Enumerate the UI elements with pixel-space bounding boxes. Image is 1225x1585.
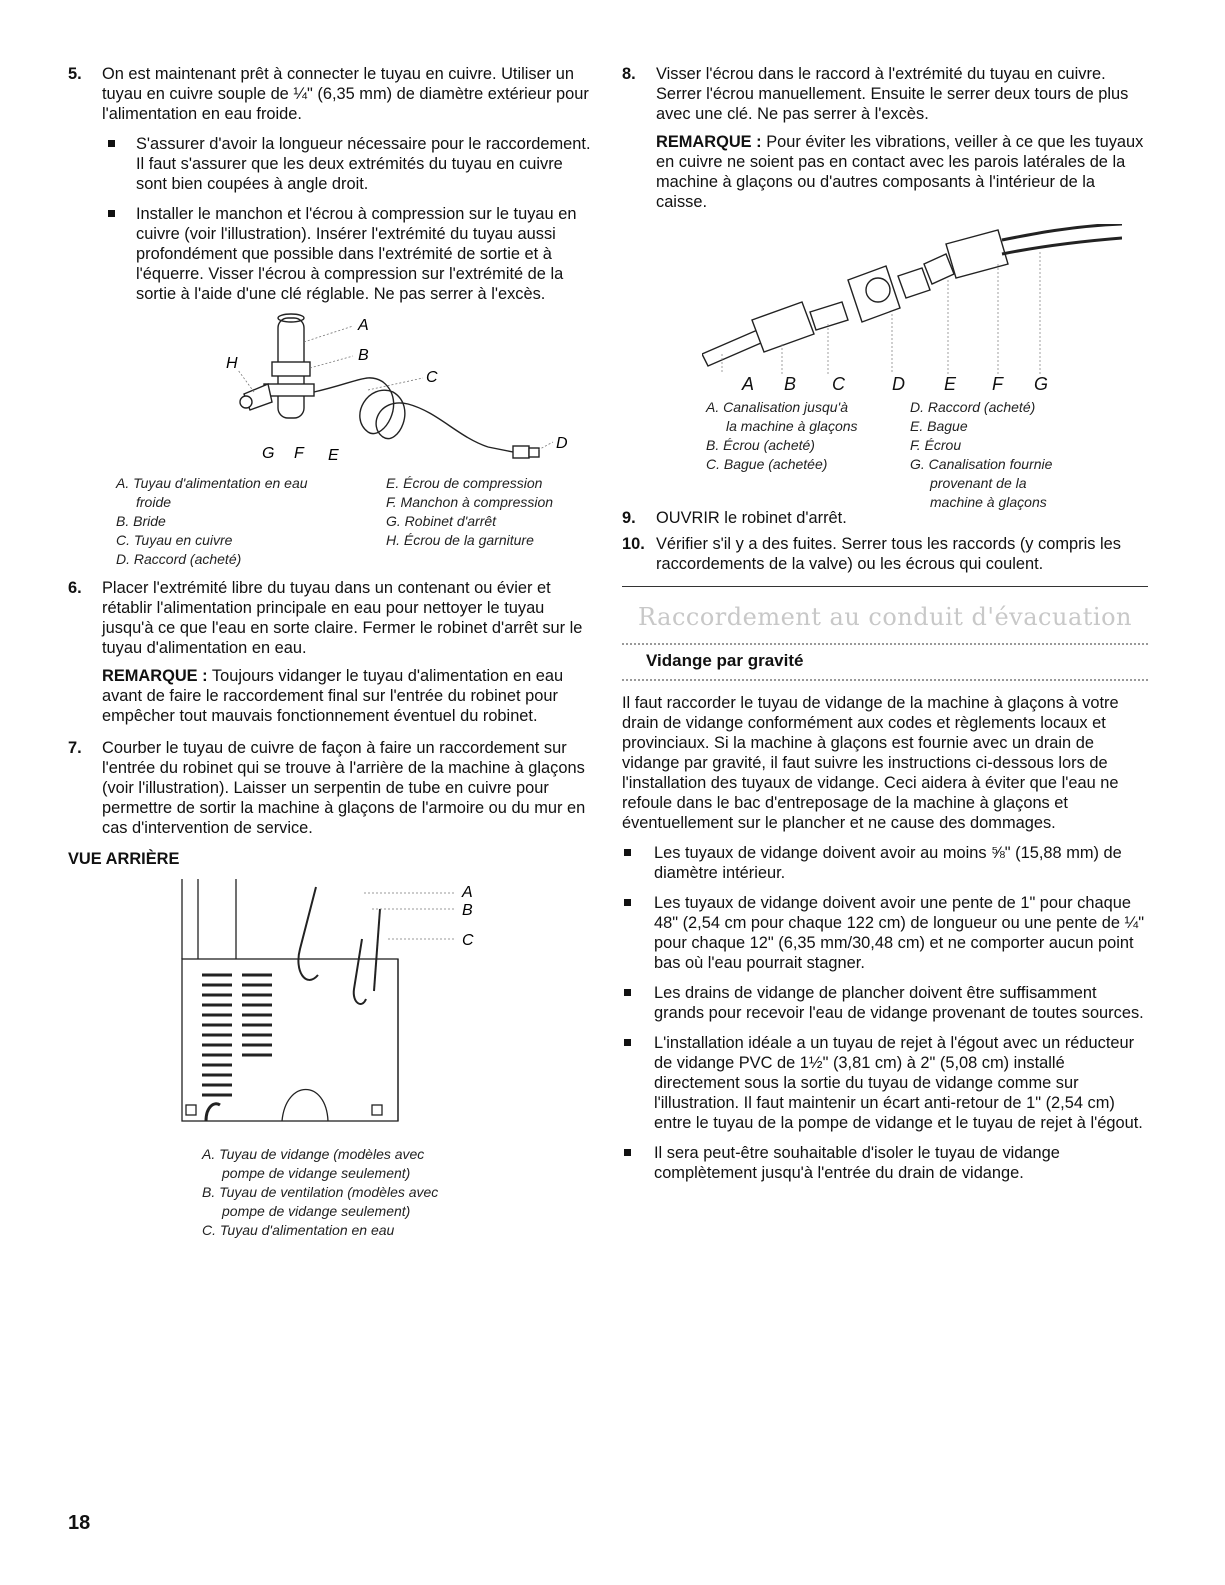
step-number: 9. — [622, 509, 636, 527]
right-column — [622, 64, 1148, 1183]
legend-item: C. Tuyau d'alimentation en eau — [202, 1222, 395, 1238]
step-7 — [68, 738, 593, 838]
figure-1-legend — [116, 474, 593, 574]
bullet-item: L'installation idéale a un tuyau de rejet à l'égout avec un réducteur de vidange PVC de 1½" (3,81 cm) à 2" (5,08 cm) installé directement sous la sortie du tuyau de vidange comme sur l'illustration. Il faut maintenir un écart anti-retour de 1" (2,54 cm) entre le tuyau de la pompe de vidange et le tuyau de rejet à l'égout. — [622, 1033, 1148, 1133]
rear-view-title: VUE ARRIÈRE — [68, 850, 180, 868]
fitting-illustration — [702, 224, 1122, 374]
step-text: Vérifier s'il y a des fuites. Serrer tous les raccords (y compris les raccordements de la valve) ou les écrous qui coulent. — [656, 535, 1121, 573]
section-title: Raccordement au conduit d'évacuation — [638, 603, 1132, 631]
legend-item: H. Écrou de la garniture — [386, 532, 534, 548]
step-8 — [622, 64, 1148, 212]
subsection-title: Vidange par gravité — [646, 651, 804, 670]
label-f: F — [294, 445, 304, 462]
legend-item: E. Écrou de compression — [386, 475, 543, 491]
label-g: G — [262, 445, 275, 462]
subhead-rule-bottom — [622, 679, 1148, 681]
bullet-item: S'assurer d'avoir la longueur nécessaire pour le raccordement. Il faut s'assurer que les deux extrémités du tuyau en cuivre sont bien coupées à angle droit. — [102, 134, 593, 194]
left-column — [68, 64, 593, 1240]
step-9 — [622, 508, 1148, 528]
legend-item: G. Robinet d'arrêt — [386, 513, 497, 529]
legend-item: B. Écrou (acheté) — [706, 437, 815, 453]
label-b: B — [462, 902, 473, 919]
note-label: REMARQUE : — [102, 667, 208, 685]
bullet-item: Les tuyaux de vidange doivent avoir une pente de 1" pour chaque 48" (2,54 cm pour chaque 122 cm) de longueur ou une pente de ¼" pour chaque 12" (6,35 mm/30,48 cm) et ne comporter aucun point bas où l'eau pourrait stagner. — [622, 893, 1148, 973]
step-text: Visser l'écrou dans le raccord à l'extrémité du tuyau en cuivre. Serrer l'écrou manuellement. Ensuite le serrer deux tours de plus avec une clé. Ne pas serrer à l'excès. — [656, 65, 1129, 123]
intro-paragraph: Il faut raccorder le tuyau de vidange de la machine à glaçons à votre drain de vidange conformément aux codes et règlements locaux et provinciaux. Si la machine à glaçons est fournie avec un drain de vidange par gravité, il faut suivre les instructions ci-dessous lors de l'installation des tuyaux de vidange. Ceci aidera à éviter que l'eau ne refoule dans le bac d'entreposage de la machine à glaçons et éventuellement sur le plancher et ne cause des dommages. — [622, 694, 1119, 832]
step-text: Placer l'extrémité libre du tuyau dans un contenant ou évier et rétablir l'alimentation principale en eau pour nettoyer le tuyau jusqu'à ce que l'eau en sorte claire. Fermer le robinet d'arrêt sur le tuyau d'alimentation en eau. — [102, 579, 583, 657]
legend-item: pompe de vidange seulement) — [222, 1203, 411, 1219]
legend-item: E. Bague — [910, 418, 968, 434]
section-divider — [622, 586, 1148, 587]
legend-item: D. Raccord (acheté) — [116, 551, 242, 567]
fitting-figure — [702, 224, 1148, 374]
legend-item: B. Tuyau de ventilation (modèles avec — [202, 1184, 439, 1200]
step-text: OUVRIR le robinet d'arrêt. — [656, 509, 847, 527]
label-c: C — [462, 932, 474, 949]
label-a: A — [462, 884, 473, 901]
legend-item: F. Manchon à compression — [386, 494, 554, 510]
legend-item: provenant de la — [930, 475, 1027, 491]
step-number: 7. — [68, 739, 82, 757]
label-c: C — [832, 374, 845, 394]
legend-item: froide — [136, 494, 172, 510]
legend-item: pompe de vidange seulement) — [222, 1165, 411, 1181]
figure-2-legend — [202, 1145, 593, 1240]
legend-item: B. Bride — [116, 513, 166, 529]
legend-item: G. Canalisation fournie — [910, 456, 1053, 472]
label-b: B — [358, 347, 369, 364]
step-number: 8. — [622, 65, 636, 83]
legend-item: la machine à glaçons — [726, 418, 858, 434]
rear-view-illustration — [176, 879, 516, 1139]
step-text: Courber le tuyau de cuivre de façon à faire un raccordement sur l'entrée du robinet qui se trouve à l'arrière de la machine à glaçons (voir l'illustration). Laisser un serpentin de tube en cuivre pour permettre de sortir la machine à glaçons de l'armoire ou du mur en cas d'intervention de service. — [102, 739, 586, 837]
fitting-letters — [742, 374, 1148, 396]
step-10 — [622, 534, 1148, 574]
page-number: 18 — [68, 1512, 91, 1534]
bullet-item: Les drains de vidange de plancher doivent être suffisamment grands pour recevoir l'eau de vidange provenant de toutes sources. — [622, 983, 1148, 1023]
step-text: On est maintenant prêt à connecter le tuyau en cuivre. Utiliser un tuyau en cuivre souple de ¼" (6,35 mm) de diamètre extérieur pour l'alimentation en eau froide. — [102, 65, 589, 123]
label-h: H — [226, 355, 238, 372]
note — [656, 132, 1148, 212]
label-a: A — [742, 374, 755, 394]
label-e: E — [328, 447, 339, 464]
legend-item: A. Tuyau d'alimentation en eau — [116, 475, 308, 491]
valve-connection-figure — [168, 316, 593, 464]
label-e: E — [944, 374, 957, 394]
bullet-item: Il sera peut-être souhaitable d'isoler le tuyau de vidange complètement jusqu'à l'entrée du drain de vidange. — [622, 1143, 1148, 1183]
note — [102, 666, 593, 726]
legend-item: C. Bague (achetée) — [706, 456, 828, 472]
legend-item: machine à glaçons — [930, 494, 1047, 510]
rear-view-figure — [176, 879, 593, 1139]
legend-item: A. Canalisation jusqu'à — [706, 399, 848, 415]
label-f: F — [992, 374, 1003, 394]
step-number: 6. — [68, 579, 82, 597]
step-6 — [68, 578, 593, 726]
legend-item: C. Tuyau en cuivre — [116, 532, 233, 548]
label-d: D — [556, 435, 568, 452]
legend-item: F. Écrou — [910, 437, 962, 453]
legend-item: A. Tuyau de vidange (modèles avec — [202, 1146, 425, 1162]
figure-3-legend — [706, 398, 1148, 508]
step-5 — [68, 64, 593, 304]
valve-connection-illustration — [168, 312, 588, 472]
bullet-item: Les tuyaux de vidange doivent avoir au moins ⅝" (15,88 mm) de diamètre intérieur. — [622, 843, 1148, 883]
label-c: C — [426, 369, 438, 386]
bullet-item: Installer le manchon et l'écrou à compression sur le tuyau en cuivre (voir l'illustration). Insérer l'extrémité du tuyau aussi profondément que possible dans l'extrémité de sortie et à l'équerre. Visser l'écrou à compression sur l'extrémité de la sortie à l'aide d'une clé réglable. Ne pas serrer à l'excès. — [102, 204, 593, 304]
label-b: B — [784, 374, 797, 394]
note-label: REMARQUE : — [656, 133, 762, 151]
label-d: D — [892, 374, 905, 394]
legend-item: D. Raccord (acheté) — [910, 399, 1036, 415]
step-number: 10. — [622, 535, 645, 553]
note-text: Pour éviter les vibrations, veiller à ce que les tuyaux en cuivre ne soient pas en contact avec les parois latérales de la machine à glaçons ou d'autres composants à l'intérieur de la caisse. — [656, 133, 1144, 211]
step-number: 5. — [68, 65, 82, 83]
label-g: G — [1034, 374, 1049, 394]
note-text: Toujours vidanger le tuyau d'alimentation en eau avant de faire le raccordement final sur l'entrée du robinet pour empêcher tout mauvais fonctionnement éventuel du robinet. — [102, 667, 564, 725]
label-a: A — [358, 317, 369, 334]
